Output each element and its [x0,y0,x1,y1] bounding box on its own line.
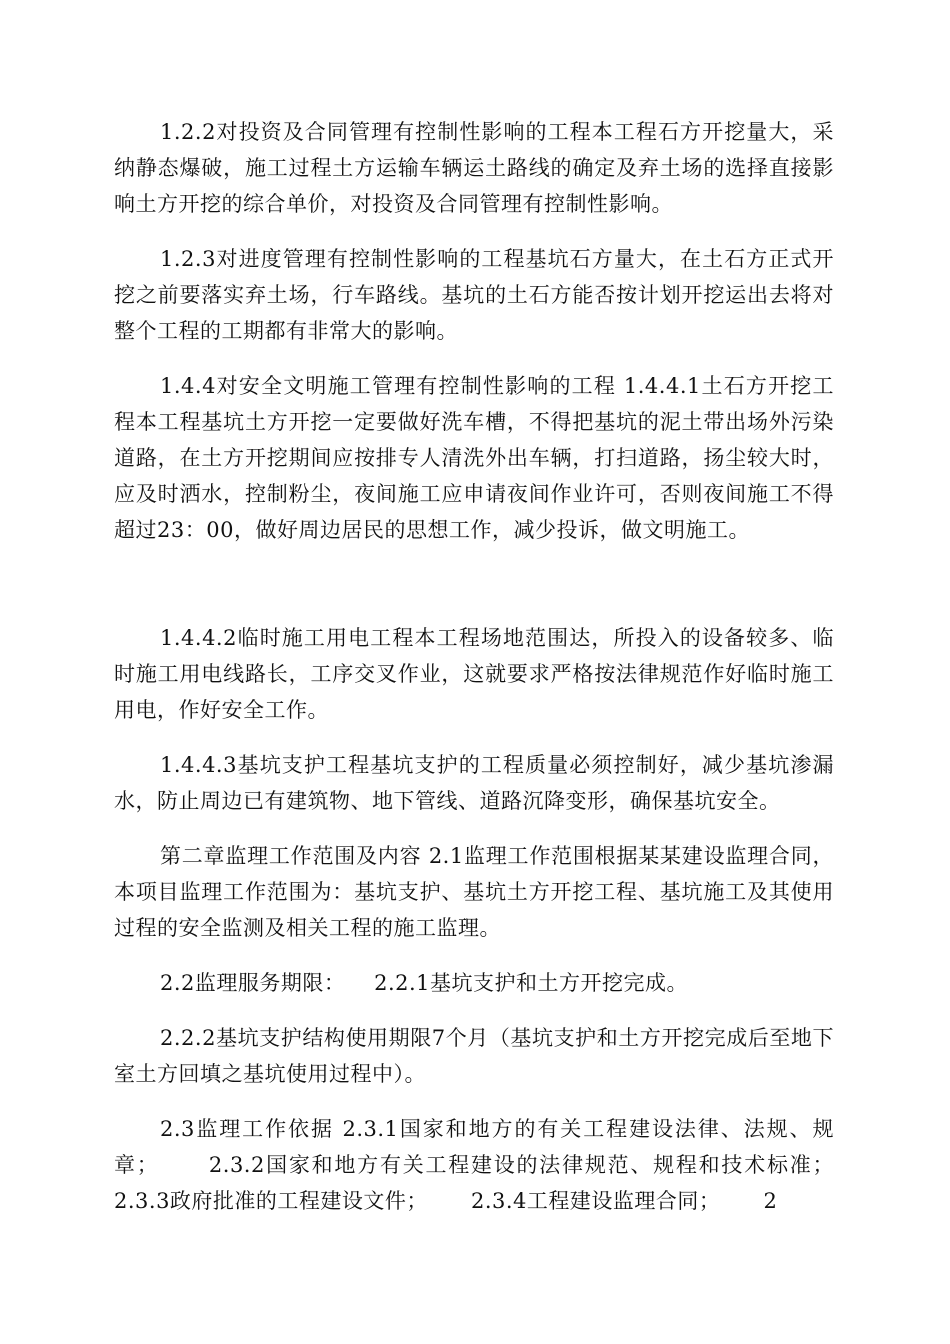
paragraph-text: 1.2.3对进度管理有控制性影响的工程基坑石方量大，在土石方正式开挖之前要落实弃土场，行车路线。基坑的土石方能否按计划开挖运出去将对整个工程的工期都有非常大的影响。 [114,247,834,343]
paragraph-1-4-4-3 [114,747,834,819]
paragraph-text: 1.4.4.2临时施工用电工程本工程场地范围达，所投入的设备较多、临时施工用电线路长，工序交叉作业，这就要求严格按法律规范作好临时施工用电，作好安全工作。 [114,626,834,722]
paragraph-2-3 [114,1111,878,1219]
paragraph-1-4-4-2 [114,620,834,728]
paragraph-text: 1.4.4.3基坑支护工程基坑支护的工程质量必须控制好，减少基坑渗漏水，防止周边已有建筑物、地下管线、道路沉降变形，确保基坑安全。 [114,753,834,813]
paragraph-2-2-2 [114,1020,834,1092]
paragraph-text: 1.4.4对安全文明施工管理有控制性影响的工程 1.4.4.1土石方开挖工程本工程基坑土方开挖一定要做好洗车槽，不得把基坑的泥土带出场外污染道路，在土方开挖期间应按排专人清洗外出车辆，打扫道路，扬尘较大时，应及时洒水，控制粉尘，夜间施工应申请夜间作业许可，否则夜间施工不得超过23：00，做好周边居民的思想工作，减少投诉，做文明施工。 [114,374,834,542]
paragraph-text: 1.2.2对投资及合同管理有控制性影响的工程本工程石方开挖量大，采纳静态爆破，施工过程土方运输车辆运土路线的确定及弃土场的选择直接影响土方开挖的综合单价，对投资及合同管理有控制性影响。 [114,120,834,216]
paragraph-text: 2.2监理服务期限： 2.2.1基坑支护和土方开挖完成。 [160,971,689,995]
paragraph-text: 2.3监理工作依据 2.3.1国家和地方的有关工程建设法律、法规、规章； 2.3.2国家和地方有关工程建设的法律规范、规程和技术标准； 2.3.3政府批准的工程建设文件； 2.3.4工程建设监理合同； 2 [114,1117,878,1213]
paragraph-1-4-4 [114,368,834,548]
paragraph-2-2 [114,965,834,1001]
paragraph-1-2-2 [114,114,834,222]
paragraph-text: 第二章监理工作范围及内容 2.1监理工作范围根据某某建设监理合同，本项目监理工作范围为：基坑支护、基坑土方开挖工程、基坑施工及其使用过程的安全监测及相关工程的施工监理。 [114,844,834,940]
paragraph-1-2-3 [114,241,834,349]
paragraph-text: 2.2.2基坑支护结构使用期限7个月（基坑支护和土方开挖完成后至地下室土方回填之基坑使用过程中）。 [114,1026,834,1086]
paragraph-chapter-2 [114,838,834,946]
